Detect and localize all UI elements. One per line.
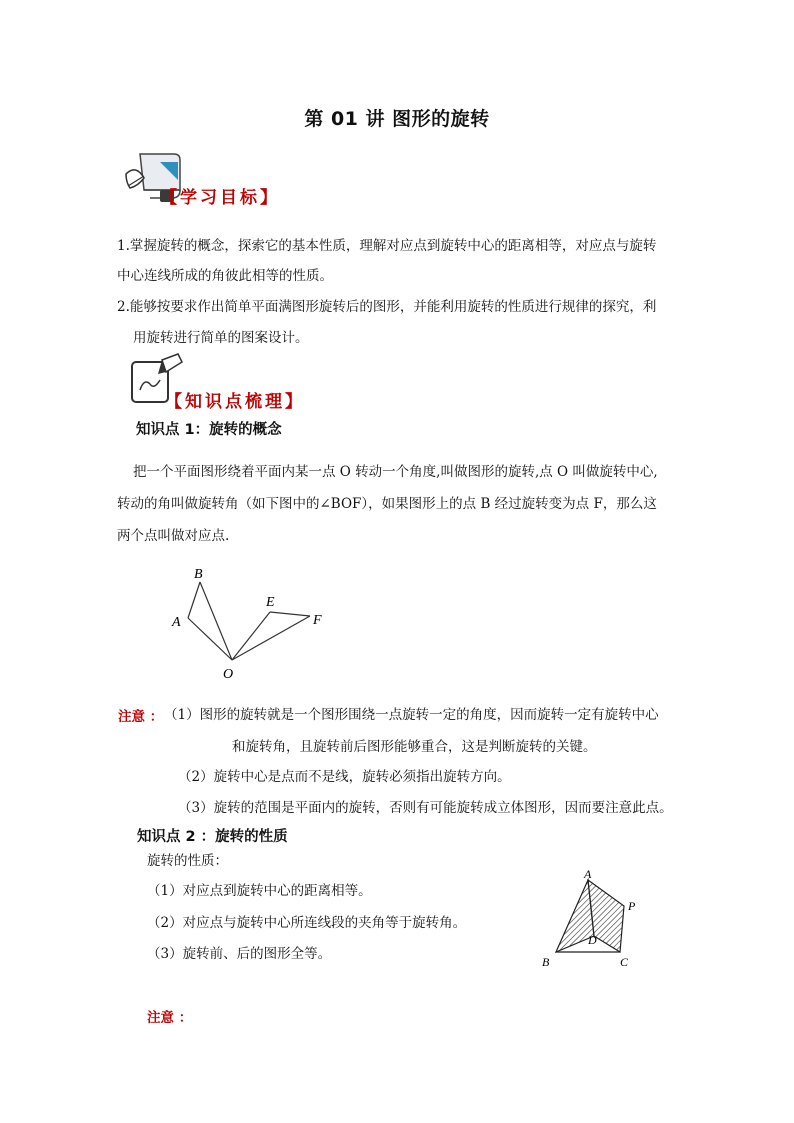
goal-line-1: 1.掌握旋转的概念，探索它的基本性质，理解对应点到旋转中心的距离相等，对应点与旋转 <box>117 238 657 254</box>
note1-line-2: 和旋转角，且旋转前后图形能够重合，这是判断旋转的关键。 <box>232 739 597 755</box>
kp1-line-1: 把一个平面图形绕着平面内某一点 O 转动一个角度,叫做图形的旋转,点 O 叫做旋转中心, <box>133 464 658 480</box>
kp1-line-2: 转动的角叫做旋转角（如下图中的∠BOF），如果图形上的点 B 经过旋转变为点 F，那么这 <box>117 496 657 512</box>
note1-line-4: （3）旋转的范围是平面内的旋转，否则有可能旋转成立体图形，因而要注意此点。 <box>178 800 673 816</box>
kp2-intro: 旋转的性质： <box>147 853 228 869</box>
label-o: O <box>223 667 234 682</box>
page-title: 第 01 讲 图形的旋转 <box>304 108 490 130</box>
label-a2: A <box>584 867 592 881</box>
label-a: A <box>172 615 181 630</box>
kp2-title: 知识点 2 ：旋转的性质 <box>137 829 288 845</box>
kp1-line-3: 两个点叫做对应点. <box>117 528 230 544</box>
goal-line-4: 用旋转进行简单的图案设计。 <box>133 330 309 346</box>
label-c: C <box>620 955 629 969</box>
learning-goals-banner: 【学习目标】 <box>160 188 280 208</box>
kp1-title: 知识点 1：旋转的概念 <box>136 422 282 438</box>
note1-line-3: （2）旋转中心是点而不是线，旋转必须指出旋转方向。 <box>178 769 511 785</box>
label-b: B <box>194 567 203 582</box>
knowledge-points-banner: 【知识点梳理】 <box>165 392 305 412</box>
note2-label: 注意 ： <box>147 1010 193 1026</box>
label-d: D <box>588 933 597 947</box>
rotation-figure-2 <box>536 866 646 976</box>
rotation-figure-1 <box>160 560 340 684</box>
label-f: F <box>313 613 322 628</box>
kp2-item-1: （1）对应点到旋转中心的距离相等。 <box>147 883 372 899</box>
goal-line-2: 中心连线所成的角彼此相等的性质。 <box>117 268 333 284</box>
label-b2: B <box>542 955 550 969</box>
kp2-item-3: （3）旋转前、后的图形全等。 <box>147 946 332 962</box>
kp2-item-2: （2）对应点与旋转中心所连线段的夹角等于旋转角。 <box>147 915 467 931</box>
goal-line-3: 2.能够按要求作出简单平面满图形旋转后的图形，并能利用旋转的性质进行规律的探究，利 <box>117 299 657 315</box>
label-e: E <box>266 595 275 610</box>
label-p: P <box>628 899 636 913</box>
note1-line-1: （1）图形的旋转就是一个图形围绕一点旋转一定的角度，因而旋转一定有旋转中心 <box>164 707 659 723</box>
note1-label: 注意 ： <box>118 709 164 725</box>
